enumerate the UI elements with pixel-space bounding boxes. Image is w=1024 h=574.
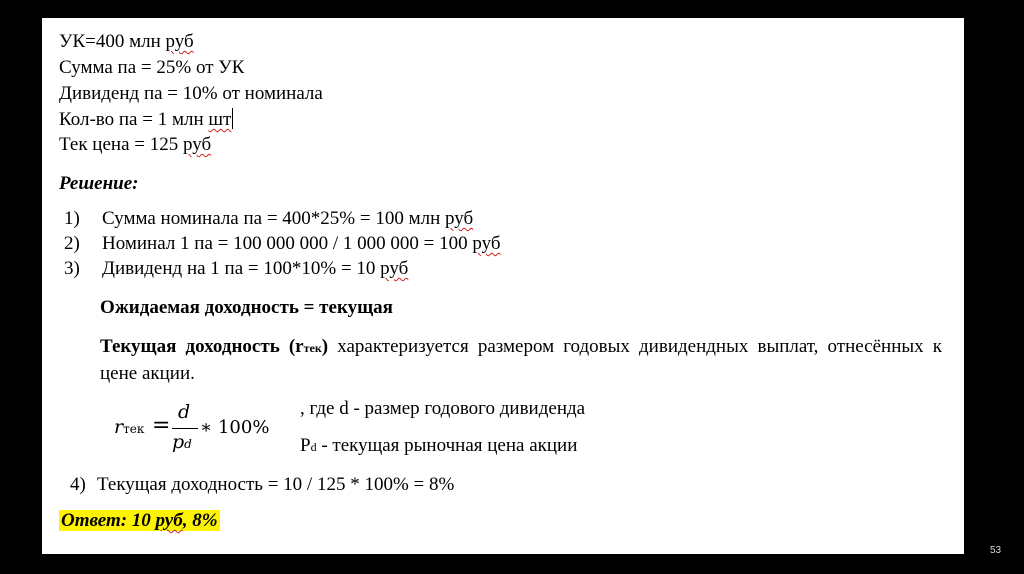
definition-term-close: ): [321, 336, 329, 357]
formula-equals: =: [152, 413, 171, 438]
given-text: Тек цена = 125: [59, 134, 183, 155]
answer-text: Ответ: 10: [61, 510, 156, 531]
formula-lhs: r: [114, 416, 124, 438]
given-text: УК=400 млн: [59, 31, 166, 52]
spellcheck-word[interactable]: руб: [472, 233, 501, 254]
text-cursor: [232, 108, 233, 129]
definition-term: Текущая доходность (r: [100, 336, 304, 357]
step-number: 4): [70, 474, 86, 495]
step-number: 3): [64, 258, 80, 279]
spellcheck-word[interactable]: руб: [155, 510, 183, 531]
formula-denominator-subscript: d: [184, 437, 192, 451]
given-line-sum: Сумма па = 25% от УК: [59, 57, 245, 78]
given-line-dividend: Дивиденд па = 10% от номинала: [59, 83, 323, 104]
step-text: Сумма номинала па = 400*25% = 100 млн: [102, 208, 446, 229]
spellcheck-word[interactable]: руб: [380, 258, 409, 279]
definition-subscript: тек: [303, 341, 322, 355]
where-p: P: [300, 435, 311, 456]
slide: [42, 18, 964, 554]
given-line-price: [59, 134, 211, 156]
step-text: Дивиденд на 1 па = 100*10% = 10: [102, 258, 381, 279]
step-text: Текущая доходность = 10 / 125 * 100% = 8%: [97, 474, 455, 495]
spellcheck-word[interactable]: руб: [165, 31, 194, 52]
step-1: [64, 208, 473, 230]
formula-lhs-subscript: тек: [123, 422, 145, 436]
step-number: 1): [64, 208, 80, 229]
spellcheck-word[interactable]: шт: [208, 109, 232, 130]
answer-highlight: [59, 510, 220, 531]
answer-text: , 8%: [182, 510, 218, 531]
given-text: Кол-во па = 1 млн: [59, 109, 209, 130]
formula-denominator: p: [172, 431, 185, 453]
step-text: Номинал 1 па = 100 000 000 / 1 000 000 = 100: [102, 233, 473, 254]
fraction-bar: [172, 428, 198, 429]
formula-tail: ∗ 100%: [200, 417, 270, 438]
step-3: [64, 258, 408, 280]
answer-line: [59, 510, 220, 532]
where-line-1: , где d - размер годового дивиденда: [300, 398, 586, 419]
step-4: [70, 474, 454, 496]
where-text: - текущая рыночная цена акции: [316, 435, 578, 456]
given-line-quantity: [59, 108, 233, 131]
slide-number: 53: [990, 545, 1002, 556]
definition-text: характеризуется размером годовых дивидендных выплат, отнесённых к цене акции.: [100, 336, 942, 384]
current-yield-definition: [100, 334, 942, 387]
where-line-2: [300, 435, 577, 458]
step-2: [64, 233, 501, 255]
spellcheck-word[interactable]: руб: [445, 208, 474, 229]
step-number: 2): [64, 233, 80, 254]
expected-yield: Ожидаемая доходность = текущая: [100, 297, 393, 318]
formula-numerator: d: [178, 401, 191, 423]
spellcheck-word[interactable]: руб: [182, 134, 212, 155]
given-line-capital: [59, 31, 194, 53]
where-subscript: d: [310, 440, 317, 454]
solution-heading: Решение:: [59, 173, 139, 194]
